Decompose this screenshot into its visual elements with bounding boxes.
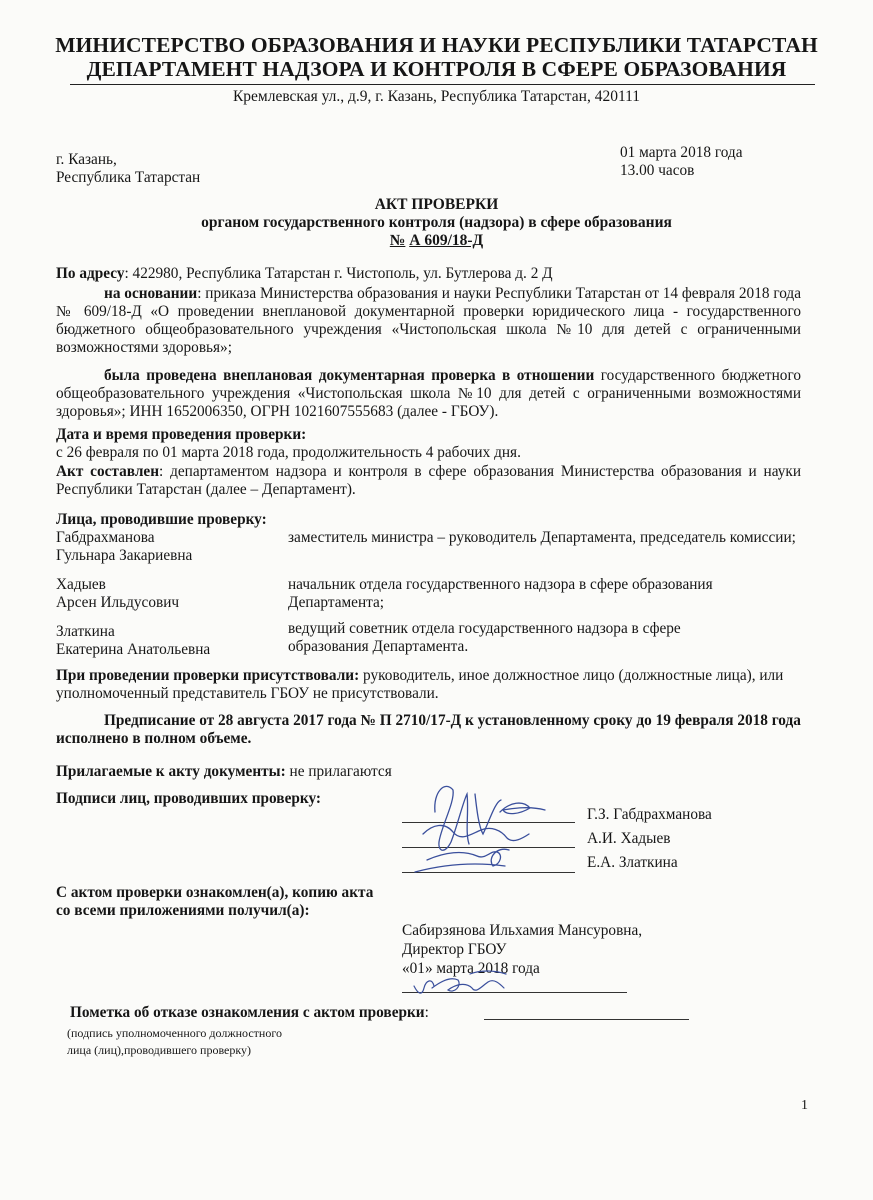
recipient-date: «01» марта 2018 года <box>402 960 540 977</box>
signatures-label: Подписи лиц, проводивших проверку: <box>56 790 322 807</box>
page-number: 1 <box>801 1098 808 1113</box>
refusal-label <box>70 1004 429 1022</box>
header-address: Кремлевская ул., д.9, г. Казань, Республика Татарстан, 420111 <box>232 88 641 105</box>
refusal-note-1: (подпись уполномоченного должностного <box>67 1026 282 1040</box>
refusal-label-text: Пометка об отказе ознакомления с актом проверки <box>70 1004 425 1021</box>
act-subtitle: органом государственного контроля (надзора) в сфере образования <box>201 214 672 231</box>
signer-1: Г.З. Габдрахманова <box>587 806 712 823</box>
present-paragraph <box>56 667 801 703</box>
recipient-signature <box>410 968 520 1002</box>
inspector-3-names: Екатерина Анатольевна <box>56 641 211 658</box>
act-title: АКТ ПРОВЕРКИ <box>374 196 499 213</box>
refusal-colon: : <box>424 1004 429 1021</box>
inspectors-label: Лица, проводившие проверку: <box>56 511 267 528</box>
inspector-1-names: Гульнара Закариевна <box>56 547 193 564</box>
signature-stroke-3 <box>500 803 545 814</box>
signature-stroke-1 <box>435 786 469 850</box>
ministry-title: МИНИСТЕРСТВО ОБРАЗОВАНИЯ И НАУКИ РЕСПУБЛИКИ ТАТАРСТАН <box>55 33 818 57</box>
inspector-3-surname: Златкина <box>56 623 115 640</box>
conducted-paragraph <box>56 367 801 421</box>
recipient-stroke-2 <box>432 979 504 991</box>
refusal-note-2: лица (лиц),проводившего проверку) <box>67 1043 252 1057</box>
inspector-1-role: заместитель министра – руководитель Департамента, председатель комиссии; <box>288 529 796 546</box>
basis-label: на основании <box>104 285 198 302</box>
signature-stroke-4 <box>423 825 529 840</box>
conducted-text: государственного бюджетного общеобразовательного учреждения «Чистопольская школа №10 для детей с ограниченными возможностями здоровья»; ИНН 1652006350, ОГРН 1021607555683 (далее - ГБОУ). <box>56 367 801 420</box>
present-label: При проведении проверки присутствовали: <box>56 667 360 684</box>
acquainted-line-1: С актом проверки ознакомлен(а), копию акта <box>56 884 374 901</box>
act-time: 13.00 часов <box>620 162 695 179</box>
refusal-signature-line <box>484 1019 689 1020</box>
inspection-address <box>56 265 801 283</box>
inspector-signatures <box>405 772 580 882</box>
signature-stroke-6 <box>415 864 505 872</box>
act-number-prefix: № <box>389 232 406 249</box>
act-number <box>0 232 873 250</box>
signer-3: Е.А. Златкина <box>587 854 678 871</box>
attached-line <box>56 763 392 781</box>
recipient-role: Директор ГБОУ <box>402 941 507 958</box>
attached-label: Прилагаемые к акту документы: <box>56 763 286 780</box>
header-rule <box>70 84 815 85</box>
dates-label: Дата и время проведения проверки: <box>56 426 307 443</box>
signer-2: А.И. Хадыев <box>587 830 671 847</box>
inspector-2-role: начальник отдела государственного надзора в сфере образования Департамента; <box>288 576 713 611</box>
order-paragraph: Предписание от 28 августа 2017 года № П 2710/17-Д к установленному сроку до 19 февраля 2018 года исполнено в полном объеме. <box>56 712 801 747</box>
inspector-3-role: ведущий советник отдела государственного надзора в сфере образования Департамента. <box>288 620 681 655</box>
compiled-label: Акт составлен <box>56 463 160 480</box>
recipient-stroke-1 <box>414 981 434 993</box>
dates-value: с 26 февраля по 01 марта 2018 года, продолжительность 4 рабочих дня. <box>56 444 521 461</box>
inspector-2-names: Арсен Ильдусович <box>56 594 180 611</box>
act-number-value: А 609/18-Д <box>409 232 484 249</box>
address-label: По адресу <box>56 265 125 282</box>
address-value: : 422980, Республика Татарстан г. Чистополь, ул. Бутлерова д. 2 Д <box>124 265 553 282</box>
act-date: 01 марта 2018 года <box>620 144 743 161</box>
attached-value: не прилагаются <box>285 763 392 780</box>
inspector-2-surname: Хадыев <box>56 576 106 593</box>
department-title: ДЕПАРТАМЕНТ НАДЗОРА И КОНТРОЛЯ В СФЕРЕ ОБРАЗОВАНИЯ <box>86 57 787 81</box>
present-text: руководитель, иное должностное лицо (должностные лица), или уполномоченный представитель ГБОУ не присутствовали. <box>56 667 784 702</box>
recipient-stroke-3 <box>470 971 506 974</box>
basis-text: : приказа Министерства образования и науки Республики Татарстан от 14 февраля 2018 года № 609/18-Д «О проведении внеплановой документарной проверки юридического лица - государственного бюджетного общеобразовательного учреждения «Чистопольская школа №10 для детей с ограниченными возможностями здоровья»; <box>56 285 802 356</box>
place-city: г. Казань, <box>56 151 117 168</box>
recipient-name: Сабирзянова Ильхамия Мансуровна, <box>402 922 643 939</box>
inspector-1-surname: Габдрахманова <box>56 529 155 546</box>
compiled-paragraph <box>56 463 801 499</box>
place-region: Республика Татарстан <box>56 169 201 186</box>
basis-paragraph <box>56 285 801 357</box>
acquainted-line-2: со всеми приложениями получил(а): <box>56 902 310 919</box>
compiled-text: : департаментом надзора и контроля в сфере образования Министерства образования и науки Республики Татарстан (далее – Департамент). <box>56 463 802 498</box>
conducted-label: была проведена внеплановая документарная проверка в отношении <box>104 367 595 384</box>
